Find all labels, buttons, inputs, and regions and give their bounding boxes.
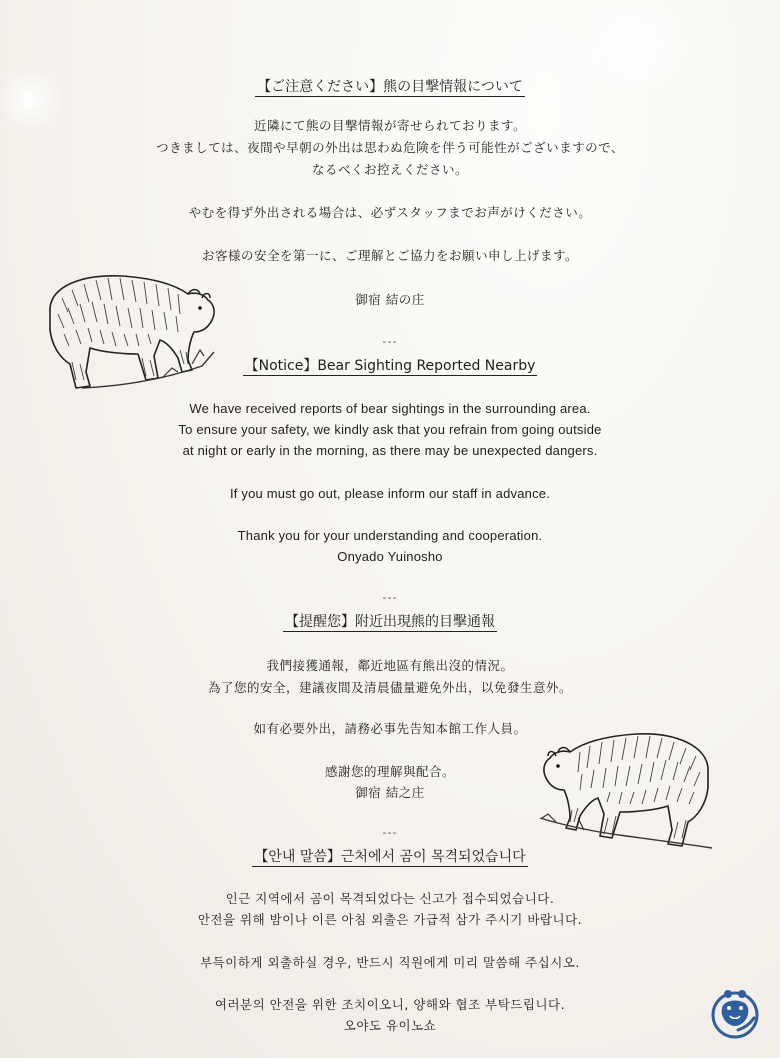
chinese-line: 為了您的安全，建議夜間及清晨儘量避免外出，以免發生意外。 (207, 680, 572, 695)
section-divider: --- (382, 591, 398, 604)
japanese-heading: 【ご注意ください】熊の目撃情報について (257, 79, 523, 95)
english-line: If you must go out, please inform our staff in advance. (229, 486, 551, 501)
english-line: Thank you for your understanding and cooperation. (237, 528, 543, 543)
japanese-line: 近隣にて熊の目撃情報が寄せられております。 (253, 118, 526, 133)
korean-heading: 【안내 말씀】근처에서 곰이 목격되었습니다 (254, 849, 526, 865)
japanese-line: なるべくお控えください。 (311, 162, 468, 177)
english-line: We have received reports of bear sightings in the surrounding area. (189, 401, 591, 416)
chinese-signature: 御宿 結之庄 (355, 785, 425, 800)
chinese-line: 感謝您的理解與配合。 (324, 764, 455, 779)
japanese-line: やむを得ず外出される場合は、必ずスタッフまでお声がけください。 (188, 205, 592, 220)
mascot-logo-icon (708, 986, 762, 1040)
korean-line: 부득이하게 외출하실 경우, 반드시 직원에게 미리 말씀해 주십시오. (200, 955, 580, 970)
section-divider: --- (382, 335, 398, 348)
chinese-heading: 【提醒您】附近出現熊的目擊通報 (285, 614, 495, 630)
english-heading: 【Notice】Bear Sighting Reported Nearby (244, 358, 536, 374)
english-line: at night or early in the morning, as there may be unexpected dangers. (182, 443, 598, 458)
korean-signature: 오야도 유이노쇼 (343, 1018, 437, 1033)
japanese-signature: 御宿 結の庄 (355, 292, 425, 307)
korean-line: 안전을 위해 밤이나 이른 아침 외출은 가급적 삼가 주시기 바랍니다. (197, 912, 583, 927)
english-line: To ensure your safety, we kindly ask that you refrain from going outside (178, 422, 602, 437)
chinese-line: 如有必要外出，請務必事先告知本館工作人員。 (253, 721, 527, 736)
bear-illustration (536, 726, 716, 852)
english-signature: Onyado Yuinosho (337, 549, 443, 564)
section-divider: --- (382, 826, 398, 839)
chinese-line: 我們接獲通報，鄰近地區有熊出沒的情況。 (266, 658, 514, 673)
korean-line: 인근 지역에서 곰이 목격되었다는 신고가 접수되었습니다. (225, 891, 555, 906)
japanese-line: お客様の安全を第一に、ご理解とご協力をお願い申し上げます。 (201, 248, 578, 263)
bear-illustration (42, 268, 222, 396)
korean-line: 여러분의 안전을 위한 조치이오니, 양해와 협조 부탁드립니다. (214, 997, 566, 1012)
japanese-line: つきましては、夜間や早朝の外出は思わぬ危険を伴う可能性がございますので、 (156, 140, 624, 155)
